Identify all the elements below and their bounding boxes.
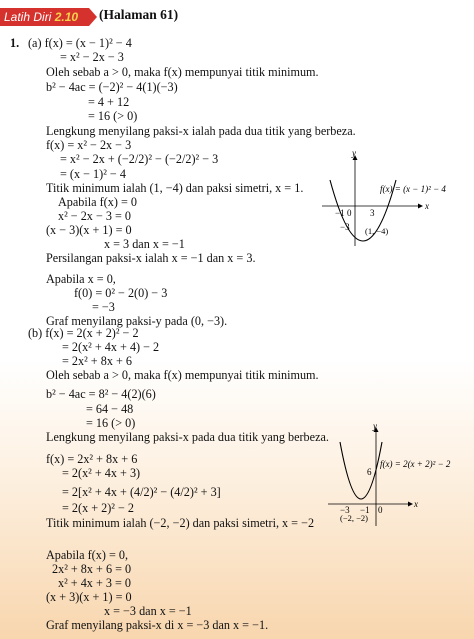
q1a-line-5: = 16 (> 0) <box>88 109 138 123</box>
q1a-line-16: Apabila x = 0, <box>46 272 116 286</box>
q1a-line-1: = x² − 2x − 3 <box>60 50 124 64</box>
q1b-line-13: Apabila f(x) = 0, <box>46 548 129 562</box>
q1b-line-4: b² − 4ac = 8² − 4(2)(6) <box>46 387 156 401</box>
q1a-line-18: = −3 <box>92 300 115 314</box>
vertex-label: (−2, −2) <box>340 513 368 523</box>
x-axis-arrow <box>408 502 413 507</box>
function-label: f(x) = (x − 1)² − 4 <box>380 184 446 194</box>
q1a-line-19: Graf menyilang paksi-y pada (0, −3). <box>46 314 228 328</box>
q1b-line-7: Lengkung menyilang paksi-x pada dua titik yang berbeza. <box>46 430 329 444</box>
q1a-line-17: f(0) = 0² − 2(0) − 3 <box>74 286 168 300</box>
origin-label: 0 <box>347 208 352 218</box>
q1a-line-14: x = 3 dan x = −1 <box>104 237 185 251</box>
x-axis-label: x <box>425 201 429 211</box>
q1a-line-7: f(x) = x² − 2x − 3 <box>46 138 132 152</box>
origin-label: 0 <box>378 505 383 515</box>
q1b-line-1: = 2(x² + 4x + 4) − 2 <box>62 340 160 354</box>
graph-b <box>318 422 472 530</box>
q1b-line-3: Oleh sebab a > 0, maka f(x) mempunyai titik minimum. <box>46 368 319 382</box>
badge-number: 2.10 <box>54 10 79 24</box>
q1b-line-14: 2x² + 8x + 6 = 0 <box>52 562 132 576</box>
q1b-line-15: x² + 4x + 3 = 0 <box>58 576 132 590</box>
q1b-line-18: Graf menyilang paksi-x di x = −3 dan x = −1. <box>46 618 269 632</box>
y-axis-label: y <box>352 150 356 158</box>
q1a-line-9: = (x − 1)² − 4 <box>60 167 126 181</box>
root-left-label: −1 <box>335 208 345 218</box>
q1a-line-8: = x² − 2x + (−2/2)² − (−2/2)² − 3 <box>60 152 219 166</box>
y-axis-label: y <box>373 422 377 431</box>
q1b-line-16: (x + 3)(x + 1) = 0 <box>46 590 132 604</box>
root-right-label: 3 <box>370 208 375 218</box>
q1b-line-0: (b) f(x) = 2(x + 2)² − 2 <box>28 326 139 340</box>
page-reference: (Halaman 61) <box>99 7 179 22</box>
q1b-line-8: f(x) = 2x² + 8x + 6 <box>46 452 138 466</box>
q1a-line-0: (a) f(x) = (x − 1)² − 4 <box>28 36 132 50</box>
function-label: f(x) = 2(x + 2)² − 2 <box>380 459 451 469</box>
graph-a <box>322 150 470 250</box>
q1a-line-4: = 4 + 12 <box>88 95 130 109</box>
badge-label: Latih Diri <box>4 10 52 24</box>
x-axis-arrow <box>418 204 423 209</box>
q1a-line-3: b² − 4ac = (−2)² − 4(1)(−3) <box>46 80 178 94</box>
q1b-line-17: x = −3 dan x = −1 <box>104 604 192 618</box>
q1a-line-13: (x − 3)(x + 1) = 0 <box>46 223 132 237</box>
q1b-line-5: = 64 − 48 <box>86 402 134 416</box>
vertex-label: (1, −4) <box>365 226 389 236</box>
q1b-line-11: = 2(x + 2)² − 2 <box>62 501 135 515</box>
root-right-label: −1 <box>360 505 370 515</box>
exercise-badge <box>0 8 89 26</box>
q1a-line-15: Persilangan paksi-x ialah x = −1 dan x = 3. <box>46 251 256 265</box>
question-number: 1. <box>10 36 20 50</box>
root-left-label: −3 <box>340 505 350 515</box>
q1a-line-11: Apabila f(x) = 0 <box>58 195 137 209</box>
q1b-line-6: = 16 (> 0) <box>86 416 136 430</box>
q1b-line-10: = 2[x² + 4x + (4/2)² − (4/2)² + 3] <box>62 485 221 499</box>
q1b-line-12: Titik minimum ialah (−2, −2) dan paksi simetri, x = −2 <box>46 516 315 530</box>
exercise-header <box>0 0 474 30</box>
y-intercept-label: −3 <box>340 222 350 232</box>
x-axis-label: x <box>414 499 418 509</box>
q1b-line-9: = 2(x² + 4x + 3) <box>62 466 141 480</box>
q1a-line-6: Lengkung menyilang paksi-x ialah pada dua titik yang berbeza. <box>46 124 356 138</box>
q1b-line-2: = 2x² + 8x + 6 <box>62 354 132 368</box>
q1a-line-10: Titik minimum ialah (1, −4) dan paksi simetri, x = 1. <box>46 181 304 195</box>
y-intercept-label: 6 <box>367 467 372 477</box>
q1a-line-12: x² − 2x − 3 = 0 <box>58 209 132 223</box>
q1a-line-2: Oleh sebab a > 0, maka f(x) mempunyai titik minimum. <box>46 65 319 79</box>
